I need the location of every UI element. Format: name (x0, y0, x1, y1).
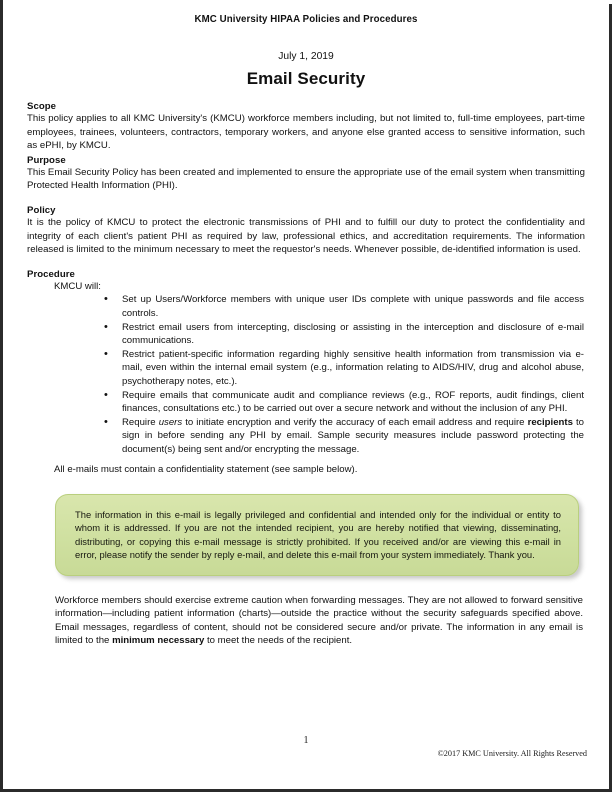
list-item (27, 293, 585, 320)
document-date: July 1, 2019 (278, 51, 334, 62)
page-edge-left (0, 0, 3, 792)
confidentiality-callout (55, 494, 579, 576)
bullet-icon: • (104, 388, 108, 401)
list-item (27, 389, 585, 416)
confidentiality-callout-wrapper (55, 494, 579, 576)
list-item (27, 321, 585, 348)
bullet-icon: • (104, 293, 108, 306)
confidentiality-callout-text: The information in this e-mail is legally privileged and confidential and intended only for the individual or entity to whom it is addressed. If you are not the intended recipient, you are hereby notified that viewing, disseminating, distributing, or copying this e-mail message is strictly prohibited. If you received and/or are viewing this e-mail in error, please notify the sender by reply e-mail, and delete this e-mail from your system immediately. Thank you. (75, 509, 561, 561)
section-body-policy: It is the policy of KMCU to protect the electronic transmissions of PHI and to fulfill our duty to protect the confidentiality and integrity of each client's patient PHI as required by law, professional ethics, and accreditation requirements. The information released is limited to the minimum necessary to meet the requestor's needs. Whenever possible, de-identified information is used. (27, 216, 585, 256)
section-heading-scope: Scope (27, 101, 57, 112)
list-item (27, 348, 585, 389)
list-item-text: Restrict email users from intercepting, disclosing or assisting in the interception and disclosure of e-mail communications. (122, 321, 584, 347)
document-content (27, 0, 585, 648)
section-heading-policy: Policy (27, 204, 56, 216)
procedure-bullet-list (27, 293, 585, 456)
section-heading-procedure: Procedure (27, 268, 75, 280)
spacer (27, 456, 585, 463)
procedure-note: All e-mails must contain a confidentiality statement (see sample below). (54, 464, 358, 476)
procedure-lead-in: KMCU will: (54, 280, 101, 292)
section-body-scope: This policy applies to all KMC University's (KMCU) workforce members including, but not limited to, full-time employees, part-time employees, trainees, volunteers, contractors, temporary workers, and anyone else granted access to sensitive information, such as ePHI, by KMCU. (27, 113, 585, 152)
page-number: 1 (303, 735, 309, 746)
document-header: KMC University HIPAA Policies and Procedures (194, 14, 418, 25)
bullet-icon: • (104, 347, 108, 360)
bullet-icon: • (104, 320, 108, 333)
closing-paragraph: Workforce members should exercise extreme caution when forwarding messages. They are not allowed to forward sensitive information—including patient information (charts)—outside the practice without the security safeguards specified above. Email messages, regardless of content, should not be considered secure and/or private. The information in any email is limited to the minimum necessary to meet the needs of the recipient. (55, 594, 583, 647)
list-item (27, 416, 585, 457)
bullet-icon: • (104, 415, 108, 428)
list-item-text: Restrict patient-specific information regarding highly sensitive health information from transmission via e-mail, even within the internal email system (e.g., information relating to AIDS/HIV, drug and alcohol abuse, psychotherapy notes, etc.). (122, 348, 584, 387)
section-heading-purpose: Purpose (27, 154, 66, 166)
list-item-text: Set up Users/Workforce members with unique user IDs complete with unique passwords and file access controls. (122, 294, 584, 319)
list-item-text: Require users to initiate encryption and verify the accuracy of each email address and require recipients to sign in before sending any PHI by email. Sample security measures include password protecting the document(s) being sent and/or encrypting the message. (122, 416, 585, 455)
list-item-text: Require emails that communicate audit and compliance reviews (e.g., ROF reports, audit findings, client finances, consultations etc.) to be carried out over a secure network and without the inclusion of any PHI. (122, 389, 584, 415)
page-title: Email Security (246, 69, 366, 88)
section-body-purpose: This Email Security Policy has been created and implemented to ensure the appropriate use of the email system when transmitting Protected Health Information (PHI). (27, 166, 585, 192)
copyright-notice: ©2017 KMC University. All Rights Reserved (437, 749, 587, 758)
